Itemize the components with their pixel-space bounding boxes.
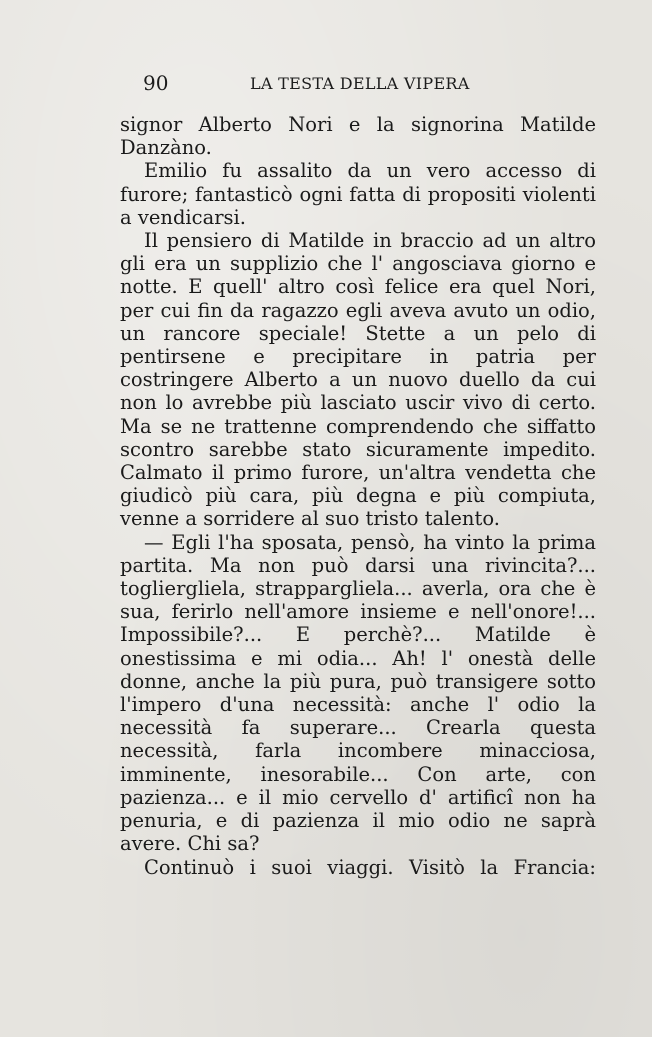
- page-number: 90: [143, 71, 169, 95]
- running-title: LA TESTA DELLA VIPERA: [250, 74, 470, 93]
- paragraph: Emilio fu assalito da un vero accesso di furore; fantasticò ogni fatta di propositi violenti a vendicarsi.: [120, 159, 596, 229]
- paragraph: Continuò i suoi viaggi. Visitò la Francia:: [144, 855, 596, 879]
- page-header: [143, 71, 603, 97]
- paragraph: Il pensiero di Matilde in braccio ad un altro gli era un supplizio che l' angosciava giorno e notte. E quell' altro così felice era quel Nori, per cui fin da ragazzo egli aveva avuto un odio, un rancore speciale! Stette a un pelo di pentirsene e precipitare in patria per costringere Alberto a un nuovo duello da cui non lo avrebbe più lasciato uscir vivo di certo. Ma se ne trattenne comprendendo che siffatto scontro sarebbe stato sicuramente impedito. Calmato il primo furore, un'altra vendetta che giudicò più cara, più degna e più compiuta, venne a sorridere al suo tristo talento.: [120, 229, 596, 531]
- paragraph-dialogue: — Egli l'ha sposata, pensò, ha vinto la prima partita. Ma non può darsi una rivincita?... toglierglielа, strappargliela... averla, ora che è sua, ferirlo nell'amore insieme e nell'onore!... Impossibile?... E perchè?... Matilde è onestissima e mi odia... Ah! l' onestà delle donne, anche la più pura, può transigere sotto l'impero d'una necessità: anche l' odio la necessità fa superare... Crearla questa necessità, farla incombere minacciosa, imminente, inesorabile... Con arte, con pazienza... e il mio cervello d' artificî non ha penuria, e di pazienza il mio odio ne saprà avere. Chi sa?: [120, 530, 596, 856]
- paragraph-continuation: signor Alberto Nori e la signorina Matilde Danzàno.: [120, 113, 596, 160]
- body-text: [120, 113, 596, 879]
